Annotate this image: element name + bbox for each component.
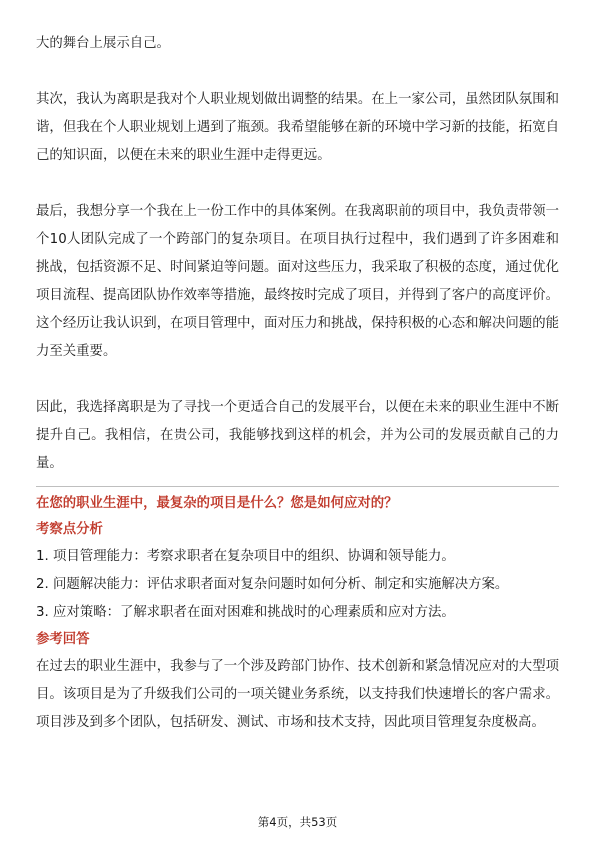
analysis-heading: 考察点分析 (36, 522, 103, 537)
body-paragraph-3: 最后，我想分享一个我在上一份工作中的具体案例。在我离职前的项目中，我负责带领一个10人团队完成了一个跨部门的复杂项目。在项目执行过程中，我们遇到了许多困难和挑战，包括资源不足、时间紧迫等问题。面对这些压力，我采取了积极的态度，通过优化项目流程、提高团队协作效率等措施，最终按时完成了项目，并得到了客户的高度评价。这个经历让我认识到，在项目管理中，面对压力和挑战，保持积极的心态和解决问题的能力至关重要。 (36, 204, 559, 359)
body-paragraph-4: 因此，我选择离职是为了寻找一个更适合自己的发展平台，以便在未来的职业生涯中不断提升自己。我相信，在贵公司，我能够找到这样的机会，并为公司的发展贡献自己的力量。 (36, 400, 559, 471)
section-divider (36, 486, 559, 487)
question-title: 在您的职业生涯中，最复杂的项目是什么？您是如何应对的？ (36, 496, 398, 511)
list-item: 1. 项目管理能力：考察求职者在复杂项目中的组织、协调和领导能力。 (36, 549, 455, 564)
body-paragraph-2: 其次，我认为离职是我对个人职业规划做出调整的结果。在上一家公司，虽然团队氛围和谐，但我在个人职业规划上遇到了瓶颈。我希望能够在新的环境中学习新的技能，拓宽自己的知识面，以便在未来的职业生涯中走得更远。 (36, 92, 559, 163)
list-item: 2. 问题解决能力：评估求职者面对复杂问题时如何分析、制定和实施解决方案。 (36, 577, 509, 592)
list-item: 3. 应对策略：了解求职者在面对困难和挑战时的心理素质和应对方法。 (36, 605, 455, 620)
answer-paragraph: 在过去的职业生涯中，我参与了一个涉及跨部门协作、技术创新和紧急情况应对的大型项目。该项目是为了升级我们公司的一项关键业务系统，以支持我们快速增长的客户需求。项目涉及到多个团队，包括研发、测试、市场和技术支持，因此项目管理复杂度极高。 (36, 659, 559, 730)
analysis-list (36, 543, 559, 627)
answer-heading: 参考回答 (36, 632, 90, 647)
body-paragraph-1: 大的舞台上展示自己。 (36, 36, 170, 51)
page-number: 第4页，共53页 (257, 815, 338, 829)
document-page (36, 30, 559, 737)
